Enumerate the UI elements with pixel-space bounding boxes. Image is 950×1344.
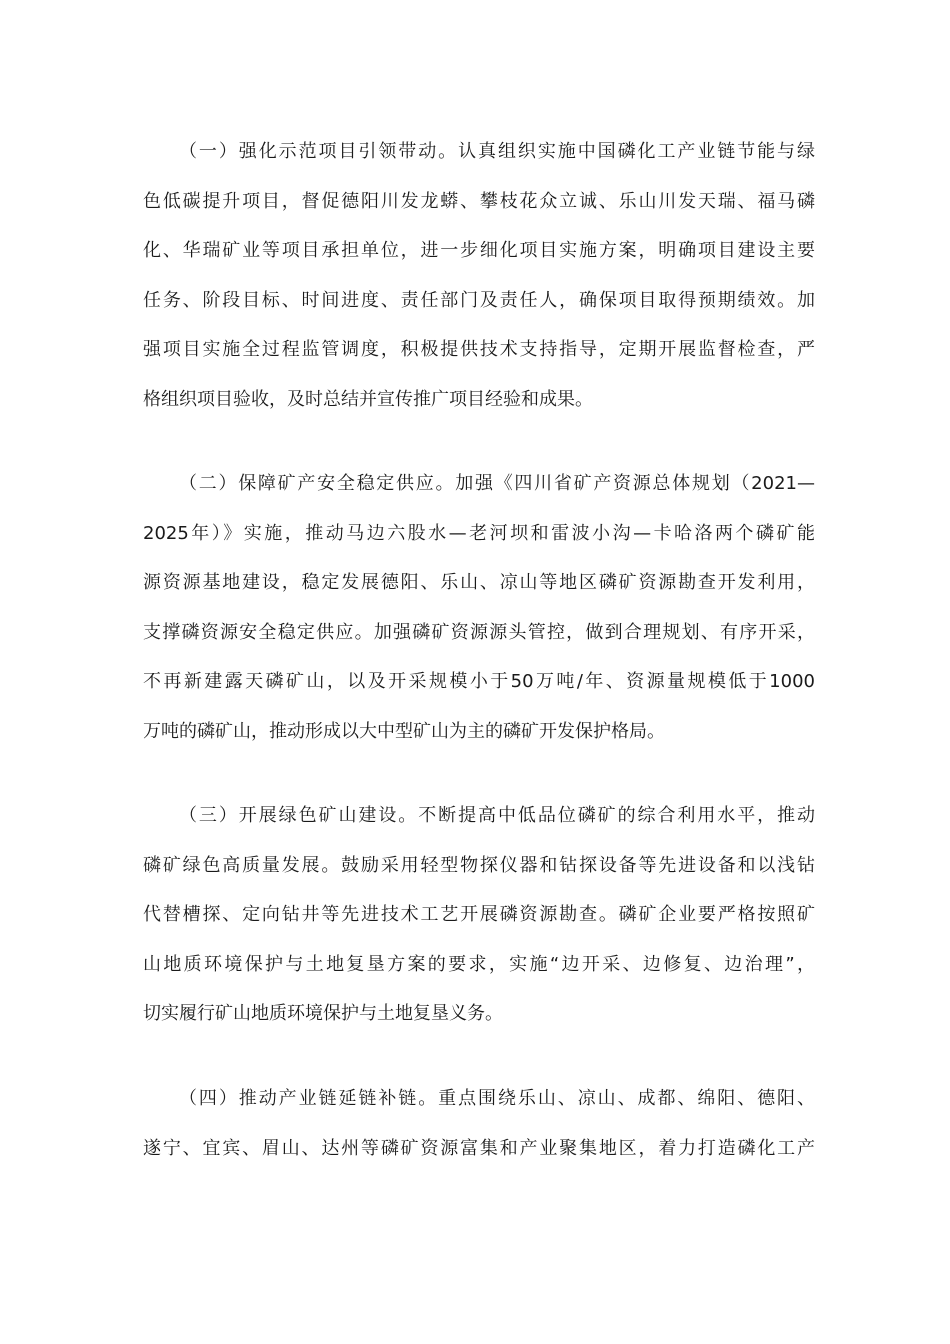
paragraph-2: [143, 459, 815, 756]
paragraph-line: 不再新建露天磷矿山，以及开采规模小于50万吨/年、资源量规模低于1000: [143, 671, 815, 692]
paragraph-line: 任务、阶段目标、时间进度、责任部门及责任人，确保项目取得预期绩效。加: [143, 289, 815, 311]
paragraph-line: （二）保障矿产安全稳定供应。加强《四川省矿产资源总体规划（2021—: [179, 473, 815, 494]
paragraph-line: 代替槽探、定向钻井等先进技术工艺开展磷资源勘查。磷矿企业要严格按照矿: [143, 904, 815, 925]
paragraph-line: 山地质环境保护与土地复垦方案的要求，实施“边开采、边修复、边治理”，: [143, 953, 815, 975]
paragraph-line: 色低碳提升项目，督促德阳川发龙蟒、攀枝花众立诚、乐山川发天瑞、福马磷: [143, 190, 815, 212]
paragraph-4: [143, 1074, 815, 1173]
paragraph-1: [143, 127, 815, 424]
paragraph-line: （三）开展绿色矿山建设。不断提高中低品位磷矿的综合利用水平，推动: [179, 805, 815, 826]
paragraph-line: （一）强化示范项目引领带动。认真组织实施中国磷化工产业链节能与绿: [179, 141, 815, 162]
paragraph-line: （四）推动产业链延链补链。重点围绕乐山、凉山、成都、绵阳、德阳、: [179, 1088, 815, 1109]
paragraph-line: 源资源基地建设，稳定发展德阳、乐山、凉山等地区磷矿资源勘查开发利用，: [143, 572, 815, 593]
paragraph-line: 化、华瑞矿业等项目承担单位，进一步细化项目实施方案，明确项目建设主要: [143, 240, 815, 261]
paragraph-line: 磷矿绿色高质量发展。鼓励采用轻型物探仪器和钻探设备等先进设备和以浅钻: [143, 854, 815, 876]
paragraph-3: [143, 791, 815, 1039]
paragraph-line: 格组织项目验收，及时总结并宣传推广项目经验和成果。: [143, 388, 593, 410]
paragraph-line: 遂宁、宜宾、眉山、达州等磷矿资源富集和产业聚集地区，着力打造磷化工产: [143, 1137, 815, 1159]
paragraph-line: 万吨的磷矿山，推动形成以大中型矿山为主的磷矿开发保护格局。: [143, 720, 665, 742]
paragraph-line: 切实履行矿山地质环境保护与土地复垦义务。: [143, 1003, 503, 1024]
paragraph-line: 2025年）》实施，推动马边六股水—老河坝和雷波小沟—卡哈洛两个磷矿能: [143, 522, 815, 544]
paragraph-line: 强项目实施全过程监管调度，积极提供技术支持指导，定期开展监督检查，严: [143, 339, 815, 360]
paragraph-line: 支撑磷资源安全稳定供应。加强磷矿资源源头管控，做到合理规划、有序开采，: [143, 621, 815, 643]
